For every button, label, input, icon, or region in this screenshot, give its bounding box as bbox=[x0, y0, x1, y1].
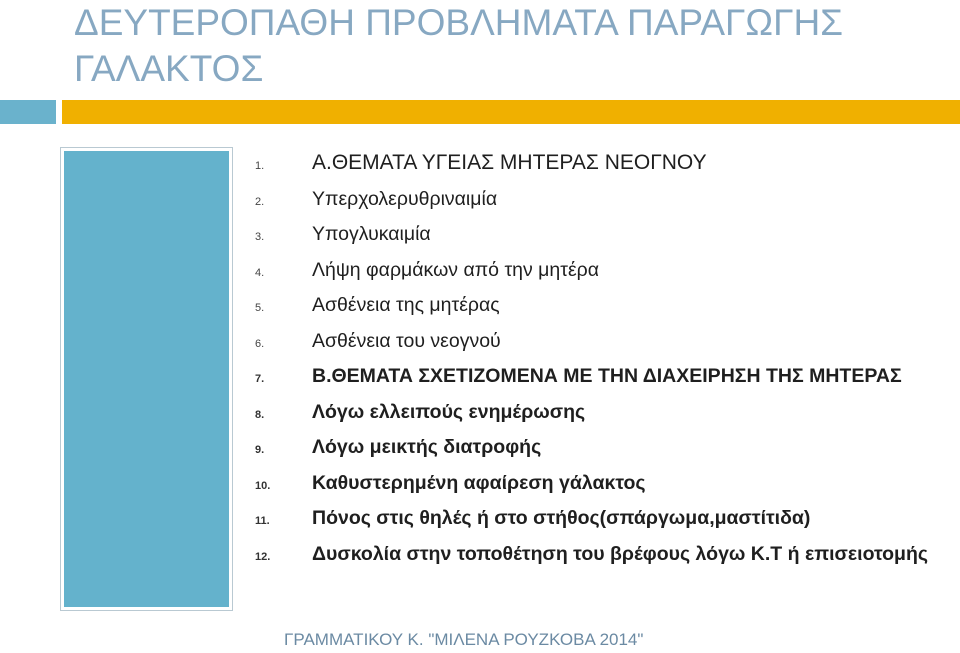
list-item-number: 11. bbox=[255, 515, 270, 527]
slide-footer: ΓΡΑΜΜΑΤΙΚΟΥ Κ. "ΜΙΛΕΝΑ ΡΟΥΖΚΟΒΑ 2014" bbox=[284, 630, 644, 649]
list-item-number: 9. bbox=[255, 444, 265, 456]
list-item bbox=[255, 223, 945, 248]
list-item-text: Λόγω ελλειπούς ενημέρωσης bbox=[312, 400, 586, 423]
list-item-text: Υπογλυκαιμία bbox=[312, 223, 431, 245]
list-item-number: 8. bbox=[255, 408, 265, 421]
accent-bar-gold bbox=[62, 100, 960, 124]
list-item bbox=[255, 330, 945, 355]
list-item-text: Β.ΘΕΜΑΤΑ ΣΧΕΤΙΖΟΜΕΝΑ ΜΕ ΤΗΝ ΔΙΑΧΕΙΡΗΣΗ ΤΗΣ ΜΗΤΕΡΑΣ bbox=[312, 365, 902, 387]
decorative-side-panel bbox=[61, 148, 232, 610]
list-item-text: Πόνος στις θηλές ή στο στήθος(σπάργωμα,μαστίτιδα) bbox=[312, 507, 811, 529]
content-list bbox=[255, 152, 945, 578]
list-item bbox=[255, 507, 945, 532]
list-item bbox=[255, 188, 945, 213]
list-item-text: Υπερχολερυθριναιμία bbox=[312, 187, 498, 210]
list-item bbox=[255, 365, 945, 390]
list-item-text: Δυσκολία στην τοποθέτηση του βρέφους λόγω Κ.Τ ή επισειοτομής bbox=[312, 542, 928, 565]
list-item bbox=[255, 472, 945, 497]
list-item-number: 10. bbox=[255, 479, 271, 492]
list-item bbox=[255, 401, 945, 426]
list-item bbox=[255, 543, 945, 568]
list-item-text: Ασθένεια της μητέρας bbox=[312, 294, 500, 316]
list-item-number: 12. bbox=[255, 550, 271, 563]
list-item-text: Ασθένεια του νεογνού bbox=[312, 329, 501, 352]
list-item-number: 1. bbox=[255, 160, 265, 172]
list-item bbox=[255, 294, 945, 319]
list-item-text: Λόγω μεικτής διατροφής bbox=[312, 436, 542, 458]
list-item-number: 4. bbox=[255, 266, 265, 279]
list-item-number: 5. bbox=[255, 302, 265, 314]
list-item bbox=[255, 259, 945, 284]
list-item bbox=[255, 152, 945, 177]
list-item-number: 6. bbox=[255, 337, 265, 350]
list-item-text: Λήψη φαρμάκων από την μητέρα bbox=[312, 258, 600, 281]
list-item-text: Α.ΘΕΜΑΤΑ ΥΓΕΙΑΣ ΜΗΤΕΡΑΣ ΝΕΟΓΝΟΥ bbox=[312, 151, 707, 174]
list-item-number: 3. bbox=[255, 231, 265, 243]
accent-bar-blue bbox=[0, 100, 56, 124]
list-item-number: 2. bbox=[255, 195, 265, 208]
list-item-number: 7. bbox=[255, 373, 265, 385]
list-item bbox=[255, 436, 945, 461]
list-item-text: Καθυστερημένη αφαίρεση γάλακτος bbox=[312, 471, 646, 494]
slide-title: ΔΕΥΤΕΡΟΠΑΘΗ ΠΡΟΒΛΗΜΑΤΑ ΠΑΡΑΓΩΓΗΣ ΓΑΛΑΚΤΟΣ bbox=[74, 2, 844, 89]
